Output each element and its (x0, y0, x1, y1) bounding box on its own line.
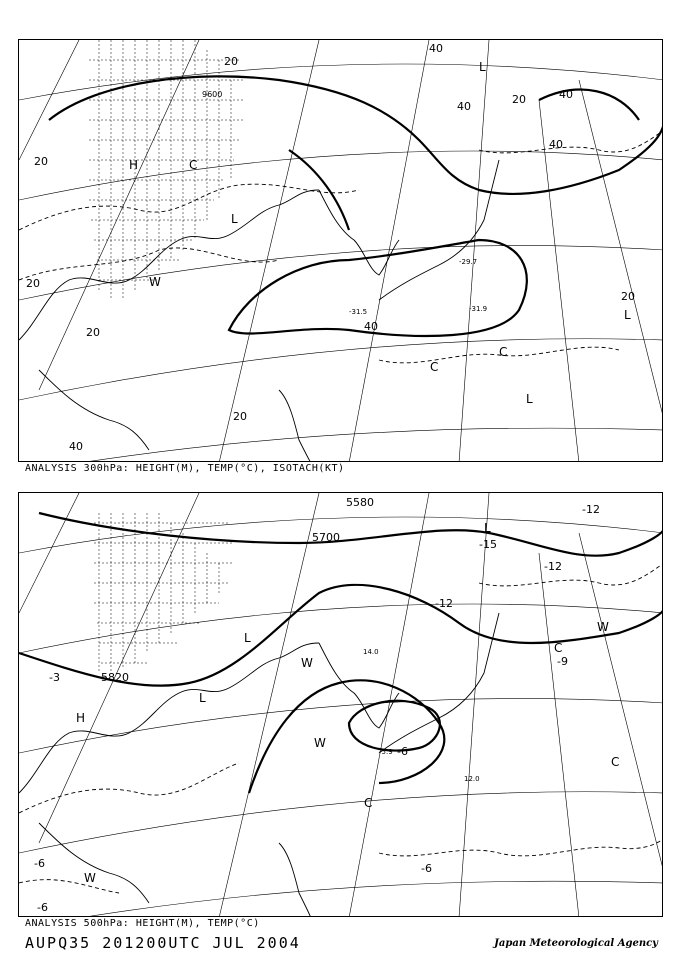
map-label: W (301, 656, 313, 670)
map-label: C (499, 345, 508, 359)
map-label: 40 (429, 42, 443, 55)
map-label: -15 (479, 538, 497, 551)
map-label: H (129, 158, 139, 172)
map-label: C (430, 360, 439, 374)
chart-code: AUPQ35 201200UTC JUL 2004 (25, 934, 301, 952)
map-label: -31.5 (349, 308, 368, 316)
map-label: 14.0 (363, 648, 379, 656)
map-label: 5580 (346, 496, 374, 509)
map-label: H (76, 711, 86, 725)
map-label: L (624, 308, 631, 322)
map-label: 40 (457, 100, 471, 113)
map-label: -12 (582, 503, 600, 516)
map-label: C (554, 641, 563, 655)
map-label: C (611, 755, 620, 769)
map-label: 40 (549, 138, 563, 151)
map-label: -12 (435, 597, 453, 610)
map-label: L (199, 691, 206, 705)
map-label: W (597, 620, 609, 634)
map-label: L (231, 212, 238, 226)
map-label: 20 (86, 326, 100, 339)
map-label: W (314, 736, 326, 750)
agency-name: Japan Meteorological Agency (494, 938, 658, 949)
map-label: 20 (233, 410, 247, 423)
map-label: 20 (34, 155, 48, 168)
map-label: -12 (544, 560, 562, 573)
map-label: 40 (69, 440, 83, 453)
map-label: -31.9 (469, 305, 488, 313)
map-label: -3 (49, 671, 60, 684)
map-300hpa-caption: ANALYSIS 300hPa: HEIGHT(M), TEMP(°C), ISOTACH(KT) (25, 463, 345, 474)
map-label: 9600 (202, 90, 223, 99)
map-label: -5.9 (379, 748, 393, 756)
map-label: 20 (224, 55, 238, 68)
map-label: 5700 (312, 531, 340, 544)
map-label: W (149, 275, 161, 289)
map-label: 40 (364, 320, 378, 333)
map-label: 5820 (101, 671, 129, 684)
map-label: -6 (37, 901, 48, 914)
map-300hpa (18, 39, 663, 462)
map-500hpa-labels (19, 493, 663, 917)
map-label: 20 (512, 93, 526, 106)
map-label: -6 (34, 857, 45, 870)
map-label: -29.7 (459, 258, 478, 266)
map-500hpa (18, 492, 663, 917)
map-label: 12.0 (464, 775, 480, 783)
map-label: -6 (397, 745, 408, 758)
map-label: -9 (557, 655, 568, 668)
map-label: W (84, 871, 96, 885)
map-label: 20 (621, 290, 635, 303)
map-label: 40 (559, 88, 573, 101)
map-300hpa-labels (19, 40, 663, 462)
map-label: C (364, 796, 373, 810)
map-label: -6 (421, 862, 432, 875)
map-label: L (484, 521, 491, 535)
map-label: L (526, 392, 533, 406)
map-label: L (244, 631, 251, 645)
map-label: 20 (26, 277, 40, 290)
map-500hpa-caption: ANALYSIS 500hPa: HEIGHT(M), TEMP(°C) (25, 918, 260, 929)
map-label: L (479, 60, 486, 74)
map-label: C (189, 158, 198, 172)
